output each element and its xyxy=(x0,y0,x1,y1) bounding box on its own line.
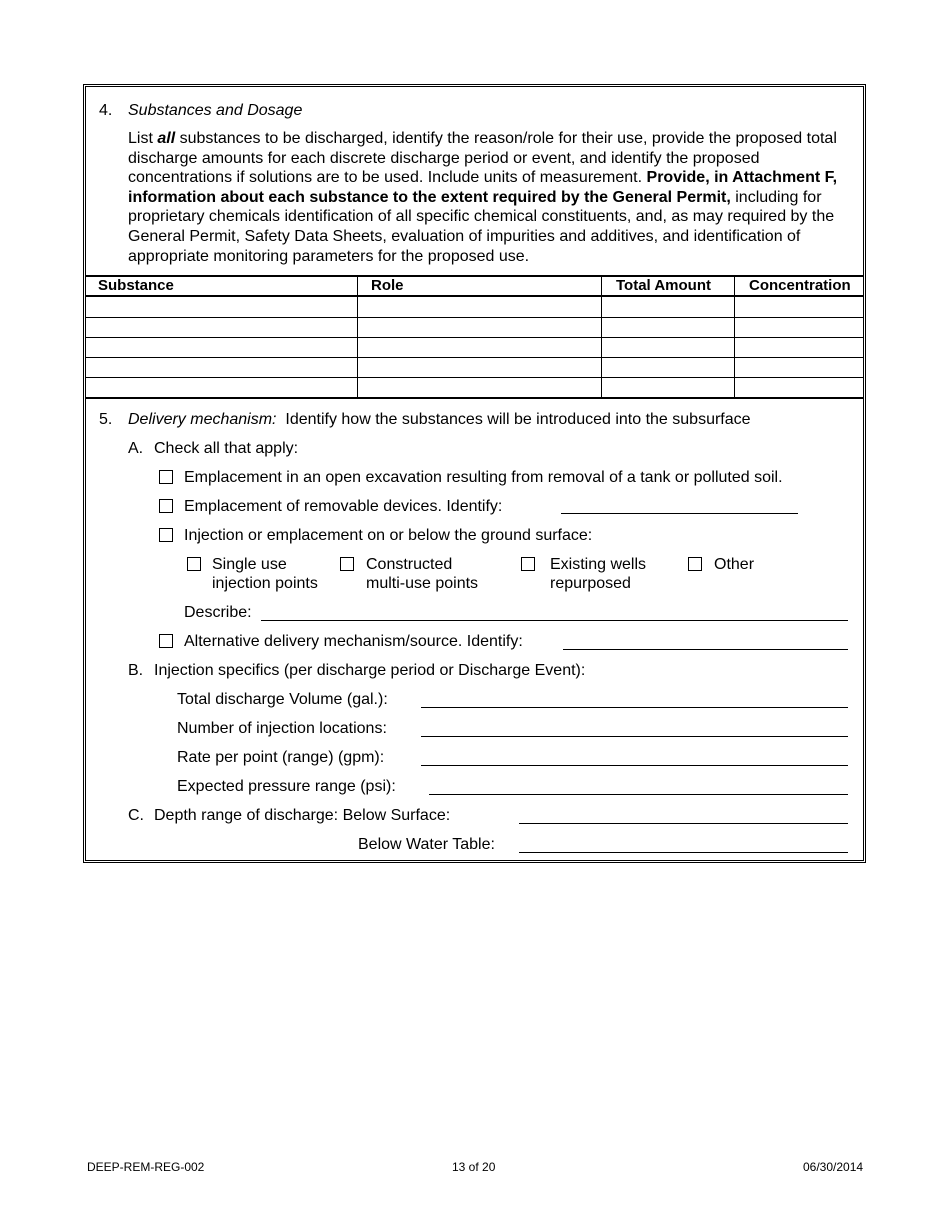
existing-wells-label: Existing wells repurposed xyxy=(550,556,647,592)
table-row xyxy=(86,317,863,318)
section5-title: Delivery mechanism: Identify how the substances will be introduced into the subsurface xyxy=(128,411,751,428)
total-discharge-volume-field[interactable] xyxy=(421,707,848,708)
pressure-range-field[interactable] xyxy=(429,794,848,795)
section5-number: 5. xyxy=(99,411,113,428)
total-discharge-volume-label: Total discharge Volume (gal.): xyxy=(177,691,388,708)
below-surface-field[interactable] xyxy=(519,823,848,824)
section4-instructions: List all substances to be discharged, identify the reason/role for their use, provide the proposed total discharge amounts for each discrete discharge period or event, and identify the proposed concentrations if solutions are to be used. Include units of measurement. Provide, in Attachment F, information about each substance to the extent required by the General Permit, including for proprietary chemicals identification of all specific chemical constituents, and, as may required by the General Permit, Safety Data Sheets, evaluation of impurities and additives, and identification of appropriate monitoring parameters for the proposed use. xyxy=(128,130,838,265)
header-role: Role xyxy=(371,277,404,294)
single-use-checkbox[interactable] xyxy=(187,557,201,571)
table-top-border xyxy=(86,275,863,277)
removable-devices-identify-field[interactable] xyxy=(561,513,798,514)
alternative-mechanism-identify-field[interactable] xyxy=(563,649,848,650)
header-substance: Substance xyxy=(98,277,174,294)
table-header-rule xyxy=(86,295,863,297)
footer-form-id: DEEP-REM-REG-002 xyxy=(87,1160,205,1174)
other-checkbox[interactable] xyxy=(688,557,702,571)
alternative-mechanism-label: Alternative delivery mechanism/source. Identify: xyxy=(184,633,523,650)
section5-b-label: B. xyxy=(128,662,144,679)
section5-a-label: A. xyxy=(128,440,144,457)
footer-date: 06/30/2014 xyxy=(803,1160,864,1174)
constructed-label: Constructed multi-use points xyxy=(366,556,479,592)
single-use-label: Single use injection points xyxy=(212,556,318,592)
form-frame xyxy=(83,84,866,863)
table-row xyxy=(86,337,863,338)
open-excavation-checkbox[interactable] xyxy=(159,470,173,484)
open-excavation-label: Emplacement in an open excavation resulting from removal of a tank or polluted soil. xyxy=(184,469,783,486)
section5-c-text: Depth range of discharge: Below Surface: xyxy=(154,807,451,824)
describe-field[interactable] xyxy=(261,620,848,621)
section4-number: 4. xyxy=(99,102,113,119)
injection-emplacement-label: Injection or emplacement on or below the ground surface: xyxy=(184,527,593,544)
section5-c-label: C. xyxy=(128,807,144,824)
table-row xyxy=(86,357,863,358)
injection-emplacement-checkbox[interactable] xyxy=(159,528,173,542)
constructed-checkbox[interactable] xyxy=(340,557,354,571)
rate-per-point-label: Rate per point (range) (gpm): xyxy=(177,749,385,766)
below-water-table-field[interactable] xyxy=(519,852,848,853)
pressure-range-label: Expected pressure range (psi): xyxy=(177,778,396,795)
section4-title: Substances and Dosage xyxy=(128,102,303,119)
col-divider xyxy=(357,276,358,398)
removable-devices-label: Emplacement of removable devices. Identify: xyxy=(184,498,503,515)
footer-page-number: 13 of 20 xyxy=(452,1160,496,1174)
table-bottom-border xyxy=(86,397,863,399)
col-divider xyxy=(601,276,602,398)
header-concentration: Concentration xyxy=(749,277,851,294)
below-water-table-label: Below Water Table: xyxy=(358,836,495,853)
removable-devices-checkbox[interactable] xyxy=(159,499,173,513)
alternative-mechanism-checkbox[interactable] xyxy=(159,634,173,648)
existing-wells-checkbox[interactable] xyxy=(521,557,535,571)
injection-locations-field[interactable] xyxy=(421,736,848,737)
describe-label: Describe: xyxy=(184,604,252,621)
section5-a-text: Check all that apply: xyxy=(154,440,299,457)
table-row xyxy=(86,377,863,378)
section5-b-text: Injection specifics (per discharge period or Discharge Event): xyxy=(154,662,586,679)
injection-locations-label: Number of injection locations: xyxy=(177,720,387,737)
other-label: Other xyxy=(714,556,755,573)
rate-per-point-field[interactable] xyxy=(421,765,848,766)
header-total-amount: Total Amount xyxy=(616,277,711,294)
col-divider xyxy=(734,276,735,398)
